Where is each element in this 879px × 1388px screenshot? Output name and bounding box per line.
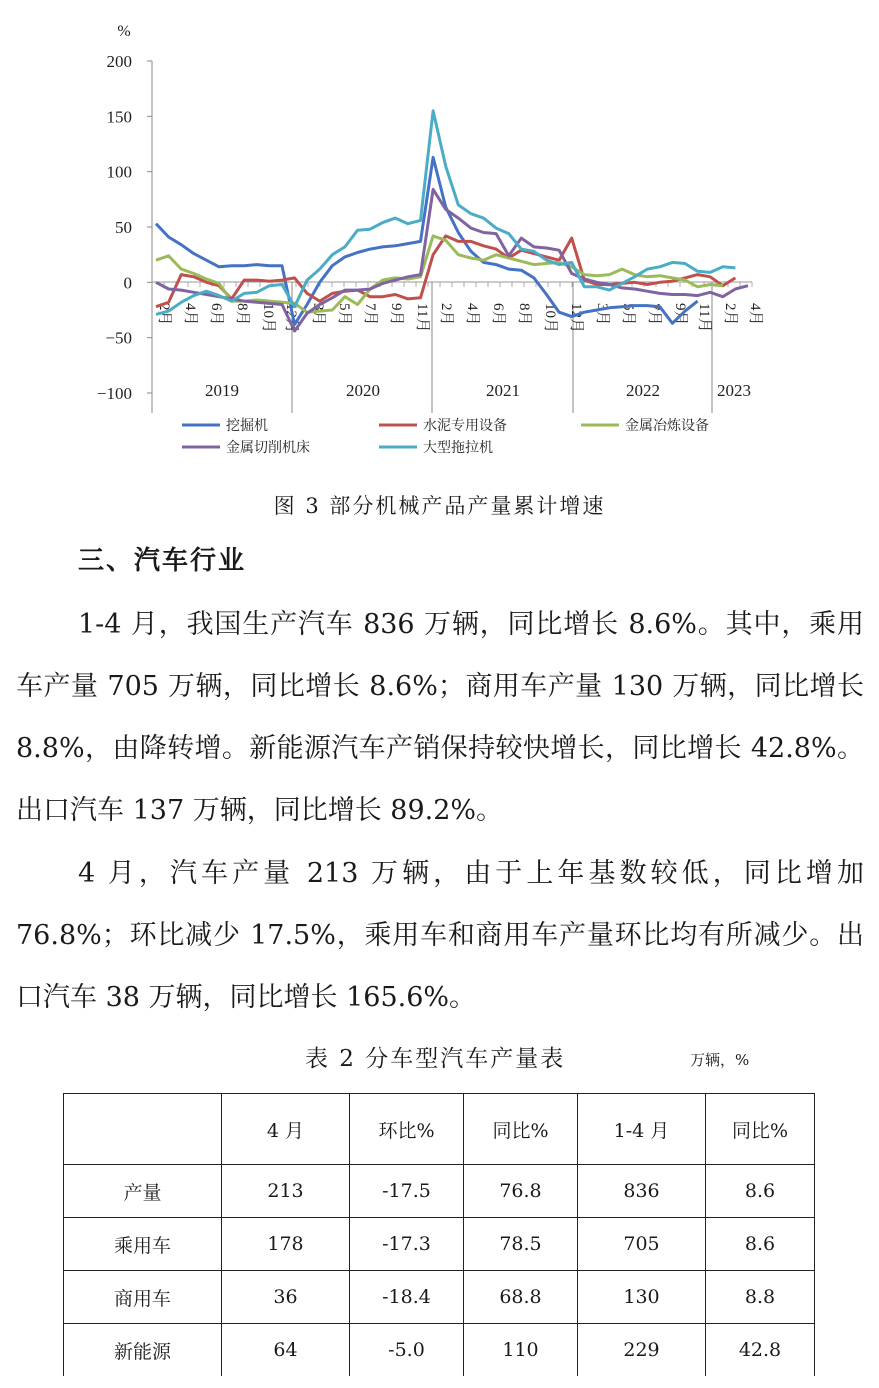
paragraph-2: 4 月，汽车产量 213 万辆，由于上年基数较低，同比增加 76.8%；环比减少 17.5%，乘用车和商用车产量环比均有所减少。出口汽车 38 万辆，同比增长 165.6%。: [16, 858, 864, 1013]
x-month-label: 2月: [156, 303, 172, 326]
x-month-label: 4月: [182, 303, 198, 326]
x-month-label: 2月: [722, 303, 738, 326]
table-title: 表 2 分车型汽车产量表: [305, 1046, 566, 1072]
table-cell: 213: [222, 1165, 350, 1218]
y-axis: [97, 23, 152, 413]
header-cell: 4 月: [222, 1094, 350, 1165]
row-label: 乘用车: [64, 1218, 222, 1271]
table-cell: 8.8: [706, 1271, 815, 1324]
x-month-label: 8月: [516, 303, 532, 326]
x-month-label: 2月: [438, 303, 454, 326]
legend-label: 水泥专用设备: [423, 418, 507, 434]
x-month-label: 5月: [620, 303, 636, 326]
table-row: [64, 1271, 815, 1324]
y-unit-label: %: [117, 23, 131, 40]
x-year-label: 2023: [717, 381, 751, 400]
y-tick-label: 0: [123, 273, 132, 293]
header-cell: [64, 1094, 222, 1165]
paragraph-1: 1-4 月，我国生产汽车 836 万辆，同比增长 8.6%。其中，乘用车产量 705 万辆，同比增长 8.6%；商用车产量 130 万辆，同比增长 8.8%，由降转增。新能源汽车产销保持较快增长，同比增长 42.8%。出口汽车 137 万辆，同比增长 89.2%。: [16, 609, 865, 826]
figure-caption: 图 3 部分机械产品产量累计增速: [273, 494, 606, 518]
x-month-label: 10月: [260, 303, 276, 334]
chart-legend: [182, 417, 709, 456]
x-month-label: 9月: [388, 303, 404, 326]
legend-label: 大型拖拉机: [423, 440, 493, 456]
x-month-label: 11月: [696, 303, 712, 333]
table-cell: -17.5: [350, 1165, 464, 1218]
y-tick-label: −50: [105, 328, 132, 348]
table-cell: 8.6: [706, 1165, 815, 1218]
table-cell: 130: [578, 1271, 706, 1324]
table-cell: 705: [578, 1218, 706, 1271]
row-label: 产量: [64, 1165, 222, 1218]
table-cell: -18.4: [350, 1271, 464, 1324]
x-month-label: 8月: [234, 303, 250, 326]
x-month-label: 7月: [646, 303, 662, 326]
table-unit: 万辆，%: [690, 1051, 750, 1069]
table-cell: 178: [222, 1218, 350, 1271]
x-month-label: 3月: [594, 303, 610, 326]
x-year-label: 2020: [346, 381, 380, 400]
x-month-label: 9月: [672, 303, 688, 326]
x-month-label: 6月: [208, 303, 224, 326]
series-line: [156, 236, 735, 307]
section-heading: 三、汽车行业: [78, 546, 247, 576]
x-month-label: 7月: [362, 303, 378, 326]
table-cell: 110: [464, 1324, 578, 1377]
table-cell: 229: [578, 1324, 706, 1377]
legend-label: 金属切削机床: [226, 440, 310, 456]
table-header-row: [64, 1094, 815, 1165]
header-cell: 环比%: [350, 1094, 464, 1165]
x-year-label: 2022: [626, 381, 660, 400]
table-cell: -17.3: [350, 1218, 464, 1271]
table-cell: 8.6: [706, 1218, 815, 1271]
x-month-label: 10月: [542, 303, 558, 334]
y-tick-label: 50: [115, 218, 132, 237]
table-row: [64, 1218, 815, 1271]
table-cell: 76.8: [464, 1165, 578, 1218]
table-row: [64, 1165, 815, 1218]
x-year-label: 2019: [205, 381, 239, 400]
table-cell: -5.0: [350, 1324, 464, 1377]
table-cell: 836: [578, 1165, 706, 1218]
x-month-label: 4月: [747, 303, 763, 326]
table-row: [64, 1324, 815, 1377]
legend-label: 挖掘机: [226, 418, 268, 434]
row-label: 商用车: [64, 1271, 222, 1324]
y-tick-label: 150: [106, 107, 132, 127]
x-month-label: 3月: [310, 303, 326, 326]
x-month-label: 6月: [490, 303, 506, 326]
machinery-growth-chart: [0, 0, 879, 490]
table-cell: 36: [222, 1271, 350, 1324]
x-month-label: 5月: [336, 303, 352, 326]
series-lines: [156, 111, 748, 334]
x-month-label: 11月: [414, 303, 430, 333]
x-month-label: 4月: [464, 303, 480, 326]
y-tick-label: −100: [96, 384, 132, 403]
x-year-label: 2021: [486, 381, 520, 400]
y-tick-label: 100: [106, 162, 132, 182]
header-cell: 同比%: [464, 1094, 578, 1165]
vehicle-production-table: [63, 1093, 815, 1376]
header-cell: 同比%: [706, 1094, 815, 1165]
legend-label: 金属冶炼设备: [625, 418, 709, 434]
table-cell: 42.8: [706, 1324, 815, 1377]
x-month-label: 12月: [568, 303, 584, 334]
table-cell: 78.5: [464, 1218, 578, 1271]
table-cell: 68.8: [464, 1271, 578, 1324]
y-tick-label: 200: [106, 52, 132, 71]
table-cell: 64: [222, 1324, 350, 1377]
header-cell: 1-4 月: [578, 1094, 706, 1165]
row-label: 新能源: [64, 1324, 222, 1377]
x-month-label: 12月: [283, 303, 299, 334]
